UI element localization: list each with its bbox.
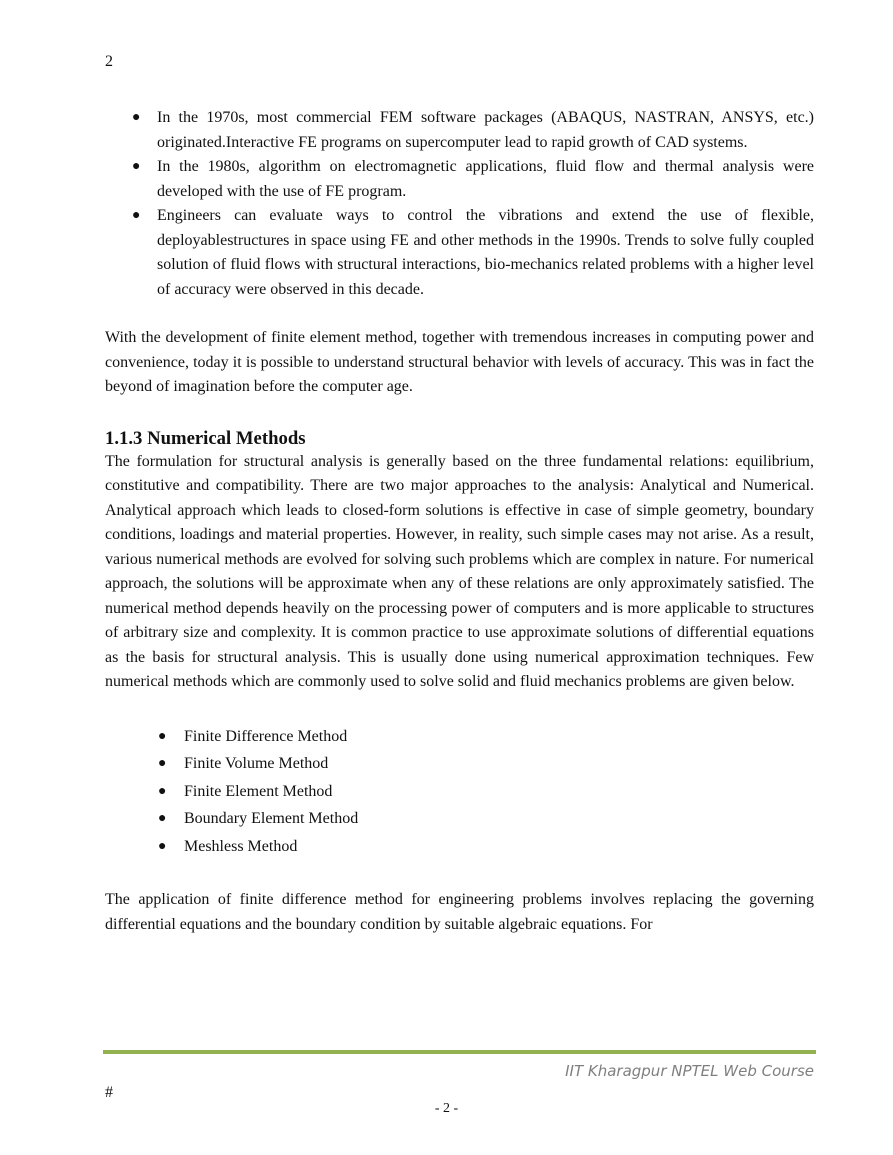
method-name: Boundary Element Method bbox=[184, 810, 359, 827]
list-item bbox=[105, 723, 814, 751]
bullet-icon: ● bbox=[158, 838, 167, 854]
footer-page-number: - 2 - bbox=[434, 1101, 459, 1116]
bullet-icon: ● bbox=[158, 811, 167, 826]
method-name: Finite Difference Method bbox=[184, 727, 348, 745]
method-name: Finite Volume Method bbox=[184, 755, 329, 772]
list-item bbox=[105, 833, 814, 861]
list-item bbox=[105, 750, 814, 778]
history-bullet-list bbox=[105, 106, 814, 302]
list-item-text: In the 1980s, algorithm on electromagnetic applications, fluid flow and thermal analysis were developed with the use of FE program. bbox=[157, 158, 814, 200]
methods-bullet-list bbox=[105, 723, 814, 861]
list-item bbox=[105, 204, 814, 302]
page-content bbox=[105, 106, 814, 937]
list-item-text: Engineers can evaluate ways to control the vibrations and extend the use of flexible, deployablestructures in space using FE and other methods in the 1990s. Trends to solve fully coupled solution of fluid flows with structural interactions, bio-mechanics related problems with a higher level of accuracy were observed in this decade. bbox=[157, 207, 814, 298]
section-paragraph: The formulation for structural analysis is generally based on the three fundamental relations: equilibrium, constitutive and compatibility. There are two major approaches to the analysis: Analytical and Numerical. Analytical approach which leads to closed-form solutions is effective in case of simple geometry, boundary conditions, loadings and material properties. However, in reality, such simple cases may not arise. As a result, various numerical methods are evolved for solving such problems which are complex in nature. For numerical approach, the solutions will be approximate when any of these relations are only approximately satisfied. The numerical method depends heavily on the processing power of computers and is more applicable to structures of arbitrary size and complexity. It is common practice to use approximate solutions of differential equations as the basis for structural analysis. This is usually done using numerical approximation techniques. Few numerical methods which are commonly used to solve solid and fluid mechanics problems are given below. bbox=[105, 452, 814, 690]
section-heading: 1.1.3 Numerical Methods bbox=[105, 427, 306, 449]
bullet-icon: ● bbox=[158, 756, 167, 771]
bullet-icon: ● bbox=[158, 783, 167, 799]
list-item bbox=[105, 106, 814, 155]
closing-paragraph: The application of finite difference method for engineering problems involves replacing the governing differential equations and the boundary condition by suitable algebraic equations. For bbox=[105, 891, 814, 933]
method-name: Finite Element Method bbox=[184, 782, 333, 800]
bullet-icon: ● bbox=[158, 728, 167, 744]
list-item bbox=[105, 805, 814, 833]
bullet-icon: ● bbox=[132, 110, 141, 125]
list-item-text: In the 1970s, most commercial FEM software packages (ABAQUS, NASTRAN, ANSYS, etc.) originated.Interactive FE programs on supercomputer lead to rapid growth of CAD systems. bbox=[157, 109, 814, 151]
list-item bbox=[105, 778, 814, 806]
method-name: Meshless Method bbox=[184, 837, 298, 855]
bullet-icon: ● bbox=[132, 159, 141, 174]
footer-course-title: IIT Kharagpur NPTEL Web Course bbox=[565, 1062, 814, 1080]
intro-paragraph: With the development of finite element method, together with tremendous increases in computing power and convenience, today it is possible to understand structural behavior with levels of accuracy. This was in fact the beyond of imagination before the computer age. bbox=[105, 329, 814, 395]
bullet-icon: ● bbox=[132, 208, 141, 223]
page-number-top: 2 bbox=[105, 53, 113, 70]
footer-divider bbox=[103, 1050, 816, 1054]
list-item bbox=[105, 155, 814, 204]
footer-hash: # bbox=[105, 1084, 113, 1101]
